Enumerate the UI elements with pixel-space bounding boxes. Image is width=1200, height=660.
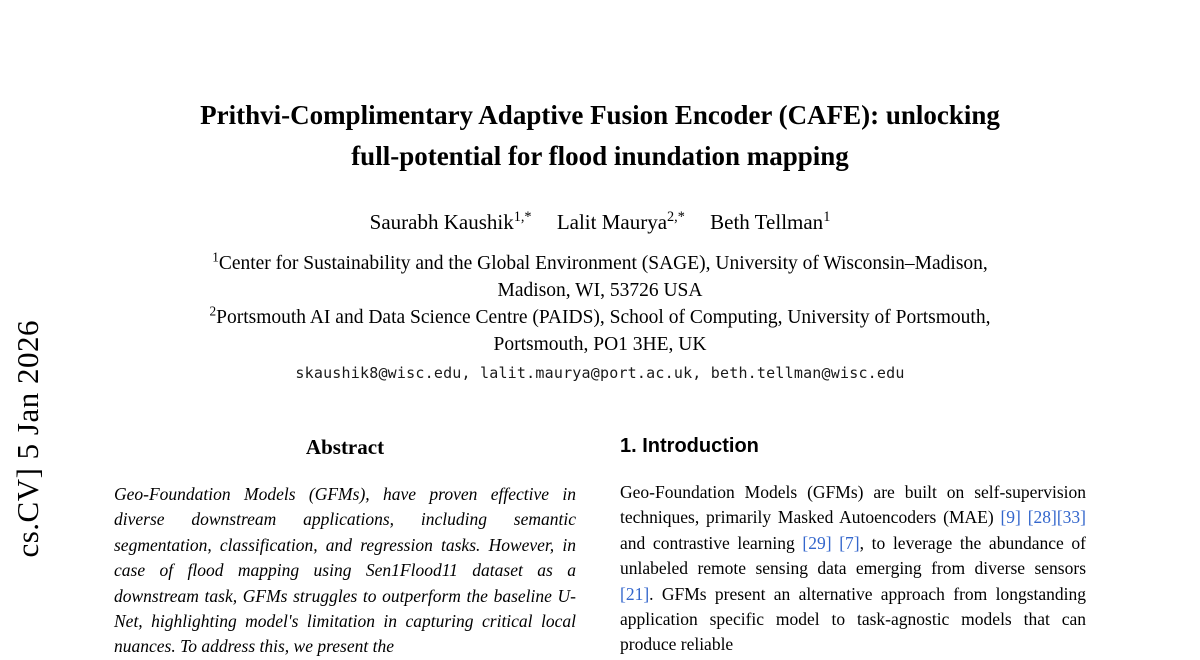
affiliation-2-line-1 xyxy=(105,304,1095,331)
author-2-name: Lalit Maurya xyxy=(556,210,668,234)
author-1 xyxy=(370,210,532,234)
affiliation-1-mark: 1 xyxy=(212,249,219,265)
citation-link[interactable]: [9] xyxy=(1000,507,1021,528)
introduction-column xyxy=(620,435,1086,658)
affiliation-2-line-2: Portsmouth, PO1 3HE, UK xyxy=(493,334,707,355)
citation-link[interactable]: [29] xyxy=(802,532,832,553)
introduction-heading: 1. Introduction xyxy=(620,435,759,457)
author-1-name: Saurabh Kaushik xyxy=(369,210,514,234)
author-3-marks: 1 xyxy=(823,209,831,225)
abstract-column xyxy=(114,435,576,660)
affiliation-1-line-2: Madison, WI, 53726 USA xyxy=(497,280,703,301)
intro-text-run: , to leverage the abundance of unlabeled remote sensing data emerging from diverse sensors xyxy=(620,532,1086,579)
title-line-1: Prithvi-Complimentary Adaptive Fusion Encoder (CAFE): unlocking xyxy=(200,100,1000,130)
intro-text-run: . GFMs present an alternative approach from longstanding application specific model to task-agnostic models that can produce reliable xyxy=(620,583,1086,655)
affiliation-1-line-1 xyxy=(105,250,1095,277)
author-2 xyxy=(557,210,685,234)
author-1-marks: 1,* xyxy=(513,209,532,225)
abstract-text: Geo-Foundation Models (GFMs), have proven effective in diverse downstream applications, including semantic segmentation, classification, and regression tasks. However, in case of flood mapping using Sen1Flood11 dataset as a downstream task, GFMs struggles to outperform the baseline U-Net, highlighting model's limitation in capturing critical local nuances. To address this, we present the xyxy=(114,484,576,657)
affiliation-1-text-1: Center for Sustainability and the Global Environment (SAGE), University of Wisconsin–Madison, xyxy=(218,253,988,274)
affiliation-list xyxy=(105,250,1095,358)
introduction-text xyxy=(620,480,1086,658)
author-2-marks: 2,* xyxy=(667,209,685,225)
page-title xyxy=(110,95,1090,177)
affiliation-2-text-1: Portsmouth AI and Data Science Centre (PAIDS), School of Computing, University of Portsmouth, xyxy=(216,307,991,328)
author-3 xyxy=(710,210,830,234)
author-emails: skaushik8@wisc.edu, lalit.maurya@port.ac.uk, beth.tellman@wisc.edu xyxy=(295,364,905,382)
arxiv-stamp: cs.CV] 5 Jan 2026 xyxy=(10,320,45,558)
citation-link[interactable]: [21] xyxy=(620,583,650,604)
intro-text-run: and contrastive learning xyxy=(620,532,803,553)
citation-link[interactable]: [28] xyxy=(1027,507,1057,528)
intro-text-run xyxy=(1021,507,1028,527)
citation-link[interactable]: [33] xyxy=(1056,507,1086,528)
abstract-heading: Abstract xyxy=(305,435,385,459)
citation-link[interactable]: [7] xyxy=(839,532,860,553)
author-list xyxy=(110,210,1090,235)
author-3-name: Beth Tellman xyxy=(710,210,824,234)
intro-text-run: Geo-Foundation Models (GFMs) are built on self-supervision techniques, primarily Masked Autoencoders (MAE) xyxy=(620,482,1086,528)
title-line-2: full-potential for flood inundation mapping xyxy=(351,141,849,171)
affiliation-2-mark: 2 xyxy=(209,303,217,319)
